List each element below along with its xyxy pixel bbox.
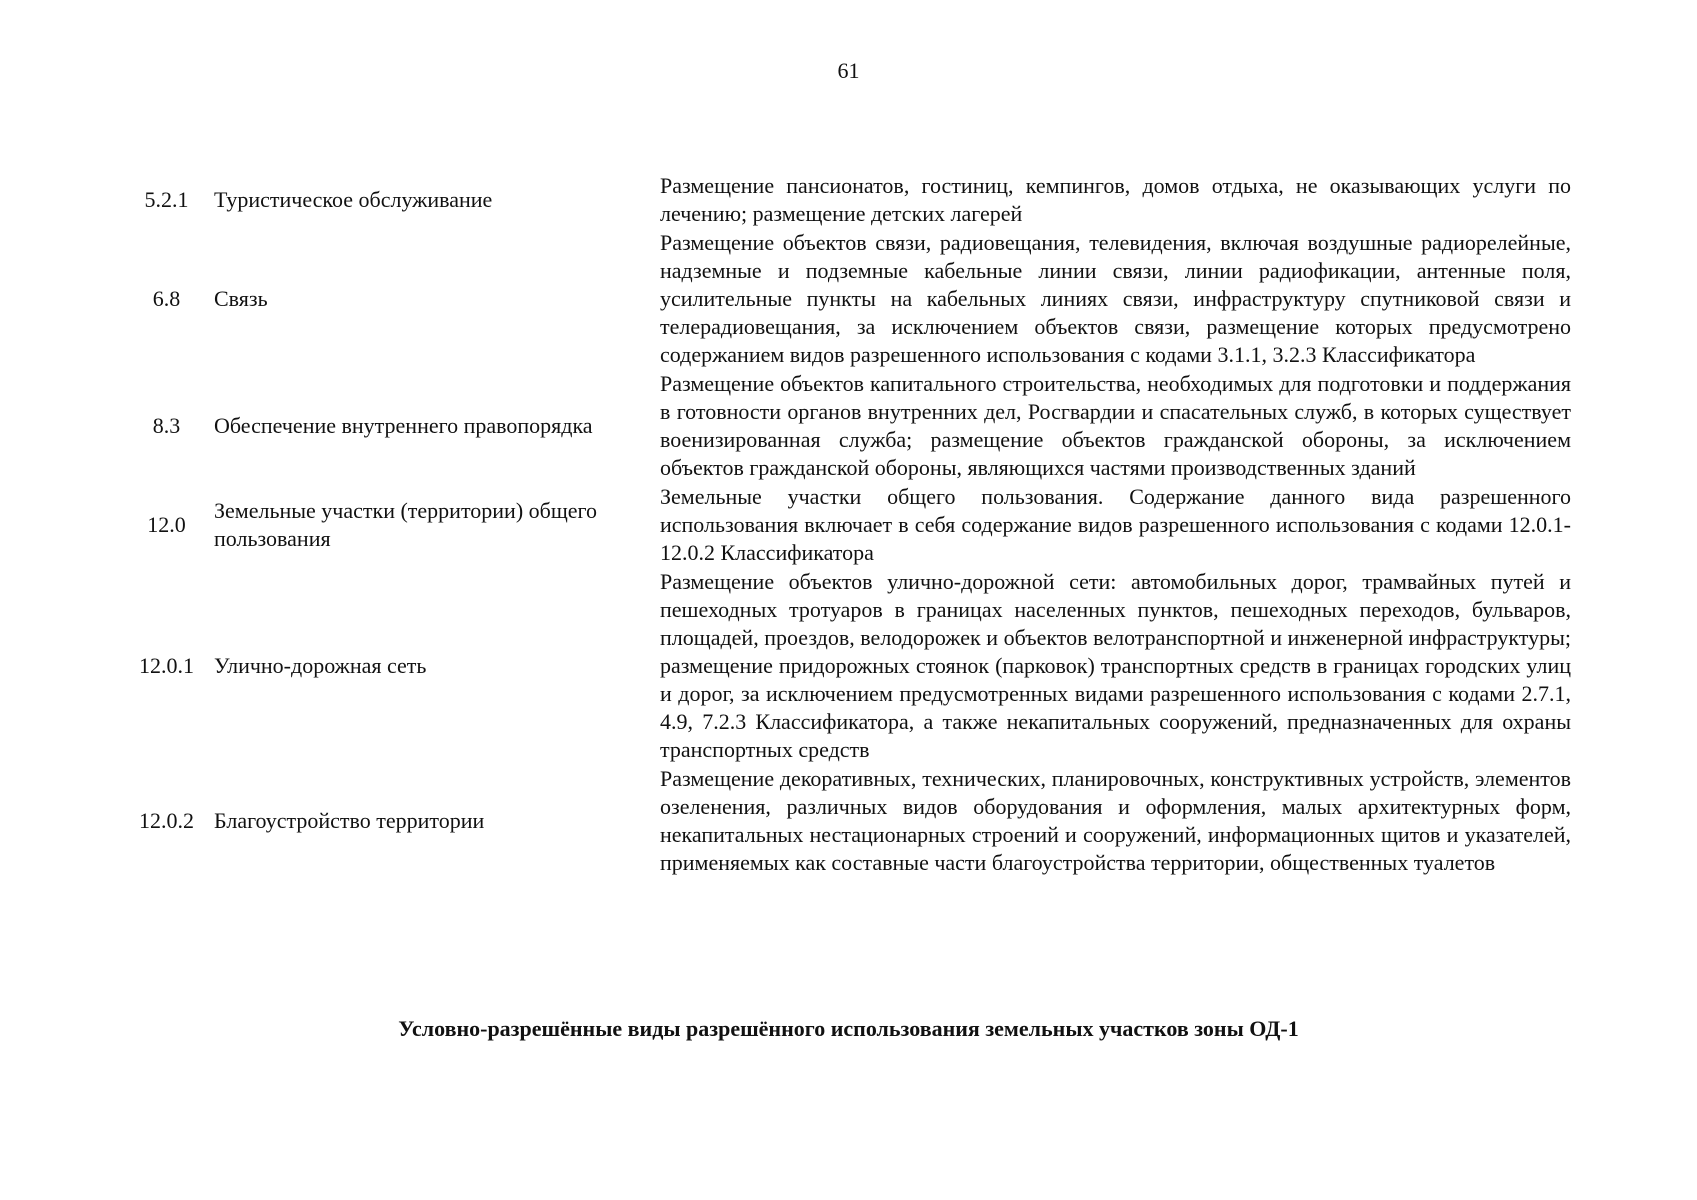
row-code: 5.2.1 [144, 187, 189, 212]
row-description: Размещение объектов улично-дорожной сети: автомобильных дорог, трамвайных путей и пешеходных тротуаров в границах населенных пунктов, пешеходных переходов, бульваров, площадей, проездов, велодорожек и объектов велотранспортной и инженерной инфраструктуры; размещение придорожных стоянок (парковок) транспортных средств в границах городских улиц и дорог, за исключением предусмотренных видами разрешенного использования с кодами 2.7.1, 4.9, 7.2.3 Классификатора, а также некапитальных сооружений, предназначенных для охраны транспортных средств [660, 569, 1571, 762]
row-description: Размещение декоративных, технических, планировочных, конструктивных устройств, элементов озеленения, различных видов оборудования и оформления, малых архитектурных форм, некапитальных нестационарных строений и сооружений, информационных щитов и указателей, применяемых как составные части благоустройства территории, общественных туалетов [660, 766, 1571, 875]
row-code: 12.0 [147, 512, 186, 537]
land-use-table [130, 172, 1580, 878]
page-number: 61 [837, 58, 860, 83]
table-row-5-2-1 [130, 172, 1580, 228]
row-name: Связь [214, 286, 268, 311]
row-description: Размещение пансионатов, гостиниц, кемпингов, домов отдыха, не оказывающих услуги по лечению; размещение детских лагерей [660, 173, 1571, 226]
table-row-12-0-2 [130, 765, 1580, 877]
table-row-8-3 [130, 370, 1580, 482]
row-name: Благоустройство территории [214, 808, 485, 833]
row-description: Земельные участки общего пользования. Содержание данного вида разрешенного использования включает в себя содержание видов разрешенного использования с кодами 12.0.1-12.0.2 Классификатора [660, 484, 1571, 565]
row-name: Туристическое обслуживание [214, 187, 493, 212]
row-code: 12.0.1 [139, 653, 194, 678]
row-name: Улично-дорожная сеть [214, 653, 427, 678]
row-description: Размещение объектов капитального строительства, необходимых для подготовки и поддержания в готовности органов внутренних дел, Росгвардии и спасательных служб, в которых существует военизированная служба; размещение объектов гражданской обороны, за исключением объектов гражданской обороны, являющихся частями производственных зданий [660, 371, 1571, 480]
table-row-6-8 [130, 229, 1580, 369]
row-name: Обеспечение внутреннего правопорядка [214, 413, 593, 438]
row-description: Размещение объектов связи, радиовещания, телевидения, включая воздушные радиорелейные, надземные и подземные кабельные линии связи, линии радиофикации, антенные поля, усилительные пункты на кабельных линиях связи, инфраструктуру спутниковой связи и телерадиовещания, за исключением объектов связи, размещение которых предусмотрено содержанием видов разрешенного использования с кодами 3.1.1, 3.2.3 Классификатора [660, 230, 1571, 367]
section-heading: Условно-разрешённые виды разрешённого использования земельных участков зоны ОД-1 [398, 1016, 1299, 1041]
table-row-12-0 [130, 483, 1580, 567]
row-code: 8.3 [152, 413, 181, 438]
row-code: 12.0.2 [139, 808, 194, 833]
table-row-12-0-1 [130, 568, 1580, 764]
row-code: 6.8 [152, 286, 181, 311]
row-name: Земельные участки (территории) общего пользования [214, 498, 598, 551]
